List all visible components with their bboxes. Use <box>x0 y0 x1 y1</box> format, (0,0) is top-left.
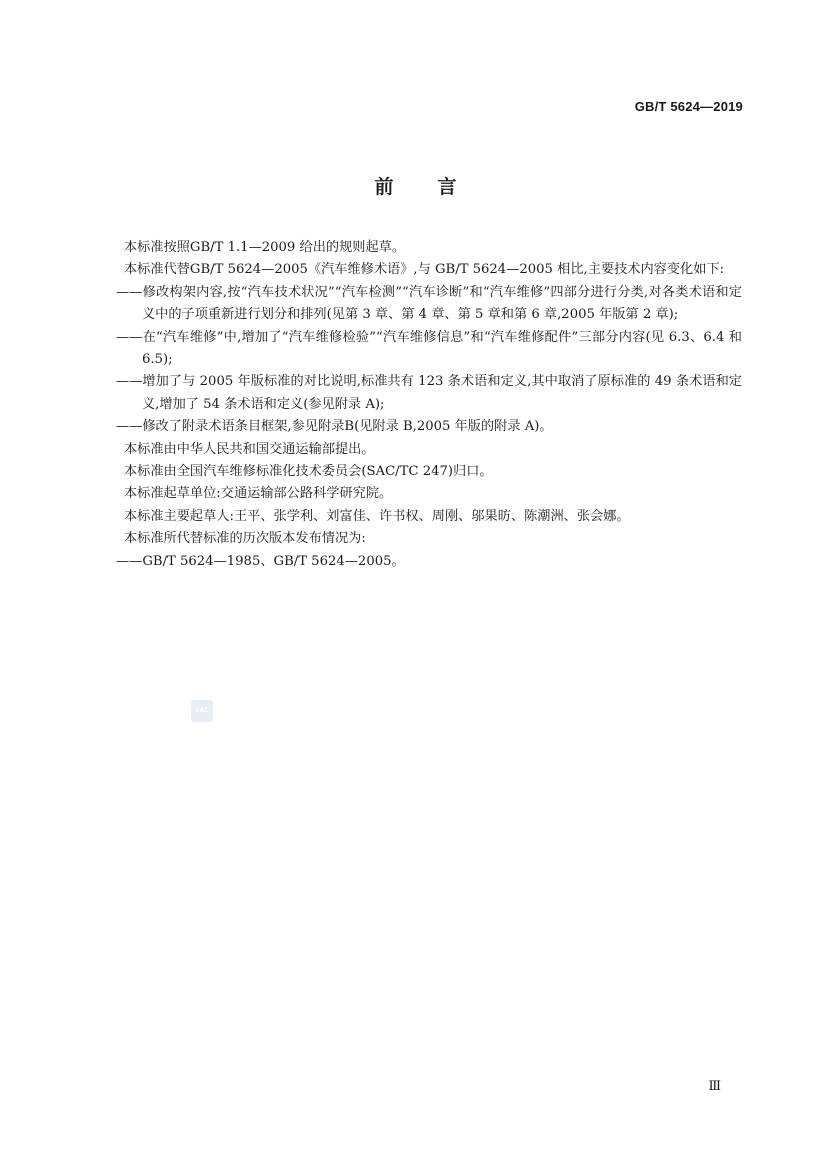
sac-watermark-logo: SAC <box>191 700 213 722</box>
drafting-rules-paragraph: 本标准按照GB/T 1.1—2009 给出的规则起草。 <box>124 240 406 255</box>
change-list-item: ——在“汽车维修”中,增加了“汽车维修检验”“汽车维修信息”和“汽车维修配件”三部分内容(见 6.3、6.4 和 6.5); <box>116 329 742 368</box>
history-intro-paragraph: 本标准所代替标准的历次版本发布情况为: <box>124 531 366 547</box>
change-list-item: ——修改构架内容,按“汽车技术状况”“汽车检测”“汽车诊断”和“汽车维修”四部分进行分类,对各类术语和定义中的子项重新进行划分和排列(见第 3 章、第 4 章、第 5 章和第 6 章,2005 年版第 2 章); <box>116 284 742 323</box>
committee-paragraph: 本标准由全国汽车维修标准化技术委员会(SAC/TC 247)归口。 <box>124 464 493 480</box>
standard-code: GB/T 5624—2019 <box>634 99 743 114</box>
replacement-paragraph: 本标准代替GB/T 5624—2005《汽车维修术语》,与 GB/T 5624—2005 相比,主要技术内容变化如下: <box>124 262 725 278</box>
page-title: 前言 <box>374 176 501 198</box>
drafting-unit-paragraph: 本标准起草单位:交通运输部公路科学研究院。 <box>124 486 393 502</box>
drafters-paragraph: 本标准主要起草人:王平、张学利、刘富佳、许书权、周刚、邬果昉、陈潮洲、张会娜。 <box>124 508 630 524</box>
foreword-body <box>98 237 742 573</box>
proposer-paragraph: 本标准由中华人民共和国交通运输部提出。 <box>124 441 375 457</box>
change-list-item: ——修改了附录术语条目框架,参见附录B(见附录 B,2005 年版的附录 A)。 <box>116 419 553 435</box>
page-number: Ⅲ <box>708 1079 721 1094</box>
change-list-item: ——增加了与 2005 年版标准的对比说明,标准共有 123 条术语和定义,其中取消了原标准的 49 条术语和定义,增加了 54 条术语和定义(参见附录 A); <box>116 374 742 412</box>
history-list-item: ——GB/T 5624—1985、GB/T 5624—2005。 <box>116 553 405 569</box>
